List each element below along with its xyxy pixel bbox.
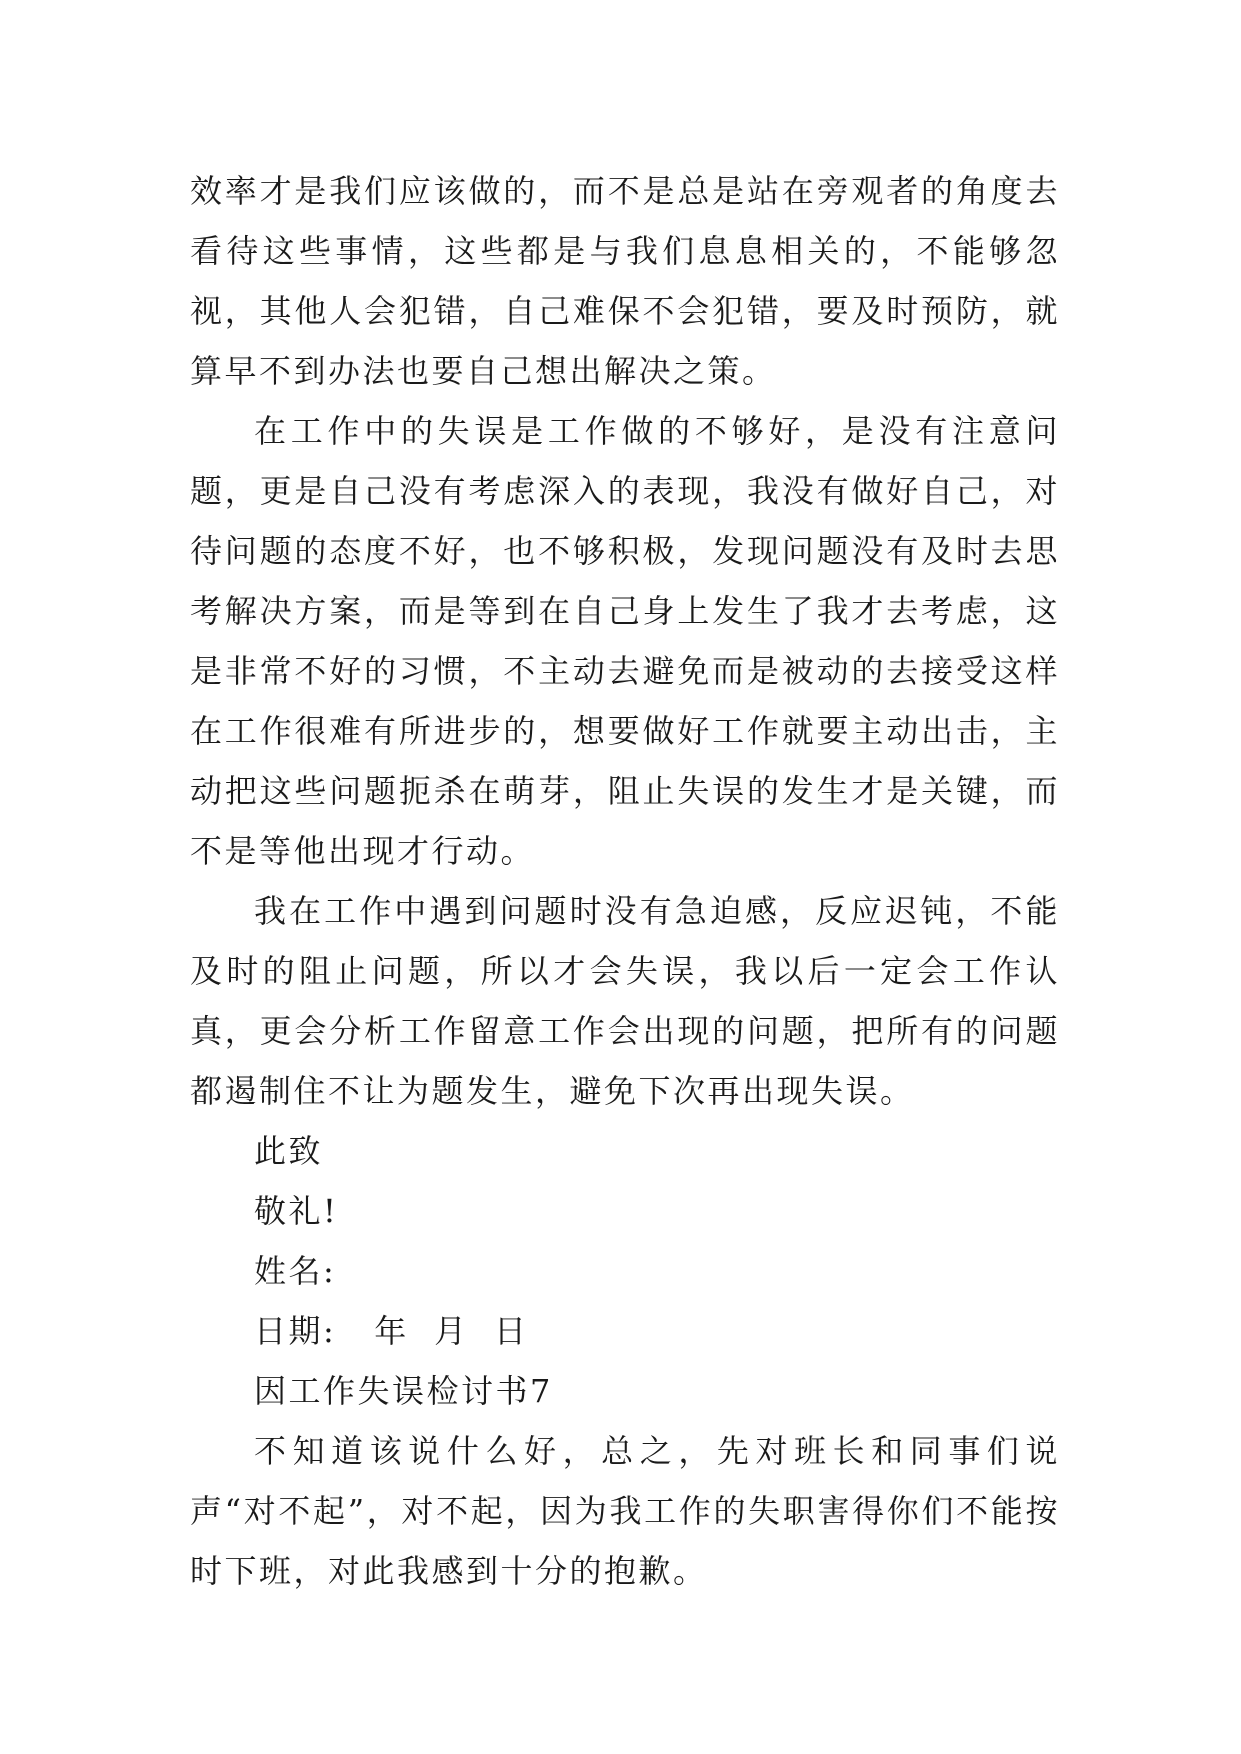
document-body (190, 161, 1060, 1601)
paragraph-2: 在工作中的失误是工作做的不够好，是没有注意问题，更是自己没有考虑深入的表现，我没有做好自己，对待问题的态度不好，也不够积极，发现问题没有及时去思考解决方案，而是等到在自己身上发生了我才去考虑，这是非常不好的习惯，不主动去避免而是被动的去接受这样在工作很难有所进步的，想要做好工作就要主动出击，主动把这些问题扼杀在萌芽，阻止失误的发生才是关键，而不是等他出现才行动。 (190, 412, 1060, 870)
name-line: 姓名: (254, 1252, 337, 1290)
section-heading: 因工作失误检讨书7 (254, 1372, 553, 1410)
paragraph-3: 我在工作中遇到问题时没有急迫感，反应迟钝，不能及时的阻止问题，所以才会失误，我以后一定会工作认真，更会分析工作留意工作会出现的问题，把所有的问题都遏制住不让为题发生，避免下次再出现失误。 (190, 892, 1060, 1110)
salutation-line: 敬礼! (254, 1192, 339, 1230)
date-line: 日期: 年 月 日 (254, 1312, 529, 1350)
closing-line: 此致 (254, 1132, 324, 1170)
paragraph-1: 效率才是我们应该做的，而不是总是站在旁观者的角度去看待这些事情，这些都是与我们息息相关的，不能够忽视，其他人会犯错，自己难保不会犯错，要及时预防，就算早不到办法也要自己想出解决之策。 (190, 172, 1060, 390)
paragraph-4: 不知道该说什么好，总之，先对班长和同事们说声“对不起”，对不起，因为我工作的失职害得你们不能按时下班，对此我感到十分的抱歉。 (190, 1432, 1060, 1590)
